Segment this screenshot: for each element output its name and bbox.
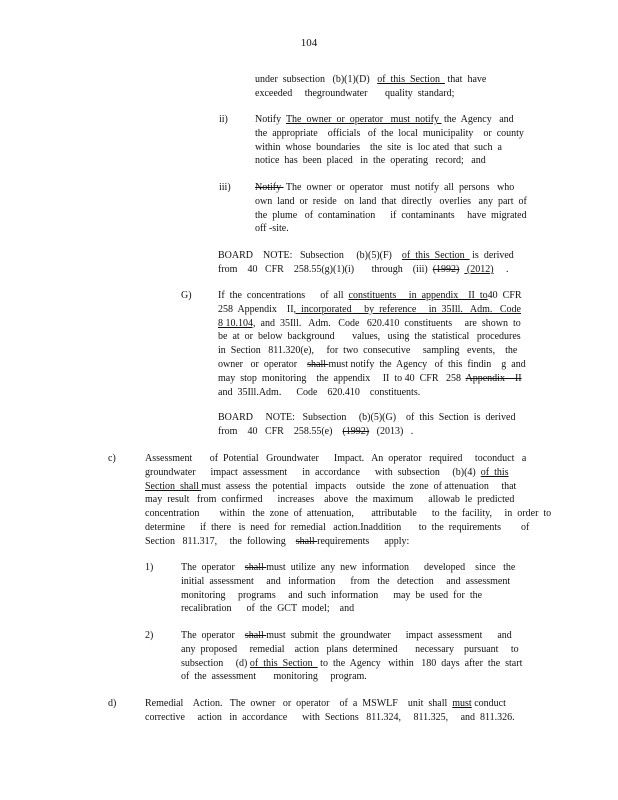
deleted-text: shall (244, 562, 267, 573)
text-run: The owner or operator must notify all persons who (283, 182, 515, 193)
text-line (181, 643, 519, 656)
text-run: determine if there is need for remedial action.Inaddition to the requirements of (145, 522, 530, 533)
inserted-text: 8 10.104, (218, 317, 256, 329)
deleted-text: shall (295, 535, 318, 547)
text-line (218, 249, 514, 262)
text-line (255, 73, 486, 86)
text-run: the Agency and (441, 114, 514, 125)
text-run: Remedial Action. The owner or operator of a MSWLF unit shall (145, 698, 453, 709)
text-line (145, 507, 551, 520)
text-run: in Section 811.320(e), for two consecutive sampling events, the (218, 345, 518, 357)
text-line (218, 289, 522, 302)
text-run: conduct (471, 698, 506, 709)
text-run: corrective action in accordance with Sections 811.324, 811.325, and 811.326. (145, 711, 515, 723)
text-line (255, 113, 514, 126)
text-line (181, 629, 512, 642)
text-run: must utilize any new information developed since the (266, 562, 516, 573)
text-run: requirements apply: (317, 535, 410, 547)
text-run: from 40 CFR 258.55(e) (218, 425, 343, 437)
text-run: 258 Appendix II (218, 303, 294, 315)
text-run: . (493, 263, 509, 275)
text-run: under subsection (b)(1)(D) (255, 74, 378, 85)
text-line (255, 209, 527, 222)
text-line (218, 317, 521, 330)
text-run: off -site. (255, 223, 289, 235)
inserted-text: must (452, 698, 472, 709)
list-marker: 2) (145, 630, 154, 641)
text-line (145, 480, 516, 493)
text-line (255, 127, 524, 140)
text-line (181, 575, 510, 588)
text-run: must notify the Agency of this findin g and (328, 359, 526, 370)
text-run: must submit the groundwater impact assessment and (266, 630, 512, 641)
text-line (181, 589, 482, 602)
text-line (218, 411, 515, 424)
text-run: the plume of contamination if contaminants have migrated (255, 209, 527, 221)
inserted-text: of this (480, 466, 509, 478)
text-run: subsection (d) (181, 657, 250, 669)
text-line (255, 195, 527, 208)
text-run: The operator (181, 630, 245, 641)
text-line (145, 535, 409, 548)
text-line (255, 154, 486, 167)
text-run: recalibration of the GCT model; and (181, 603, 355, 615)
text-run: Notify (255, 114, 286, 125)
list-marker: c) (108, 453, 116, 464)
deleted-text: Notify (255, 182, 284, 193)
text-line (255, 181, 514, 194)
text-line (218, 263, 509, 276)
text-run: Assessment of Potential Groundwater Impact. An operator required toconduct a (145, 453, 527, 464)
text-run: notice has been placed in the operating record; and (255, 155, 486, 167)
text-line (145, 466, 509, 479)
text-run: exceeded thegroundwater quality standard; (255, 87, 455, 99)
deleted-text: (1992) (342, 425, 370, 437)
text-line (218, 372, 522, 385)
inserted-text: of this Section (377, 74, 445, 85)
text-line (255, 141, 502, 154)
text-run: concentration within the zone of attenuation, attributable to the facility, in order to (145, 508, 552, 520)
text-run: and 35Ill.Adm. Code 620.410 constituents. (218, 386, 421, 398)
text-run: must assess the potential impacts outside the zone of attenuation that (201, 480, 517, 492)
text-run: initial assessment and information from the detection and assessment (181, 575, 511, 587)
text-run: Section 811.317, the following (145, 535, 296, 547)
text-line (145, 521, 529, 534)
page-number: 104 (300, 37, 318, 49)
deleted-text: shall (244, 630, 267, 641)
text-run: within whose boundaries the site is loc ated that such a (255, 141, 502, 153)
text-line (218, 386, 420, 399)
text-line (145, 697, 506, 710)
list-marker: G) (181, 290, 192, 301)
inserted-text: Section shall (145, 480, 202, 492)
list-marker: d) (108, 698, 117, 709)
text-run: and 35Ill. Adm. Code 620.410 constituents are shown to (255, 317, 521, 329)
text-run: If the concentrations of all (218, 290, 349, 301)
text-line (145, 711, 515, 724)
deleted-text: (1992) (432, 263, 460, 275)
list-marker: 1) (145, 562, 154, 573)
text-run: of the assessment monitoring program. (181, 671, 367, 683)
text-run: to the Agency within 180 days after the start (317, 657, 523, 669)
text-line (181, 657, 522, 670)
text-line (181, 561, 515, 574)
inserted-text: , incorporated by reference in 35Ill. Adm. Code (293, 303, 521, 315)
inserted-text: (2012) (464, 263, 494, 275)
deleted-text: shall (307, 359, 329, 370)
text-line (145, 452, 526, 465)
text-line (218, 330, 521, 343)
text-run: monitoring programs and such information may be used for the (181, 589, 483, 601)
inserted-text: of this Section (401, 250, 470, 261)
text-run: owner or operator (218, 359, 308, 370)
text-line (218, 425, 413, 438)
text-run: (2013) . (369, 425, 414, 437)
text-run: that have (444, 74, 487, 85)
text-run: is derived (469, 250, 514, 261)
inserted-text: constituents in appendix II to (348, 290, 488, 301)
list-marker: ii) (219, 114, 228, 125)
text-line (218, 358, 526, 371)
text-run: The operator (181, 562, 245, 573)
text-line (181, 602, 354, 615)
deleted-text: Appendix II (465, 372, 522, 384)
text-run: 40 CFR (487, 290, 522, 301)
text-run: groundwater impact assessment in accordance with subsection (b)(4) (145, 466, 481, 478)
text-line (255, 222, 289, 235)
text-run: may stop monitoring the appendix II to 40 CFR 258 (218, 372, 466, 384)
text-run: BOARD NOTE: Subsection (b)(5)(G) of this Section is derived (218, 412, 516, 423)
text-line (255, 87, 454, 100)
text-run: may result from confirmed increases above the maximum allowab le predicted (145, 494, 515, 506)
inserted-text: of this Section (249, 657, 318, 669)
text-line (218, 344, 517, 357)
text-run: any proposed remedial action plans determined necessary pursuant to (181, 643, 519, 655)
text-run: the appropriate officials of the local municipality or county (255, 127, 524, 139)
text-line (145, 493, 514, 506)
text-run: own land or reside on land that directly overlies any part of (255, 195, 527, 207)
text-run: from 40 CFR 258.55(g)(1)(i) through (iii) (218, 263, 433, 275)
text-run: BOARD NOTE: Subsection (b)(5)(F) (218, 250, 402, 261)
text-line (218, 303, 521, 316)
list-marker: iii) (219, 182, 231, 193)
text-run: be at or below background values, using the statistical procedures (218, 331, 521, 343)
text-line (181, 670, 367, 683)
inserted-text: The owner or operator must notify (285, 114, 442, 125)
